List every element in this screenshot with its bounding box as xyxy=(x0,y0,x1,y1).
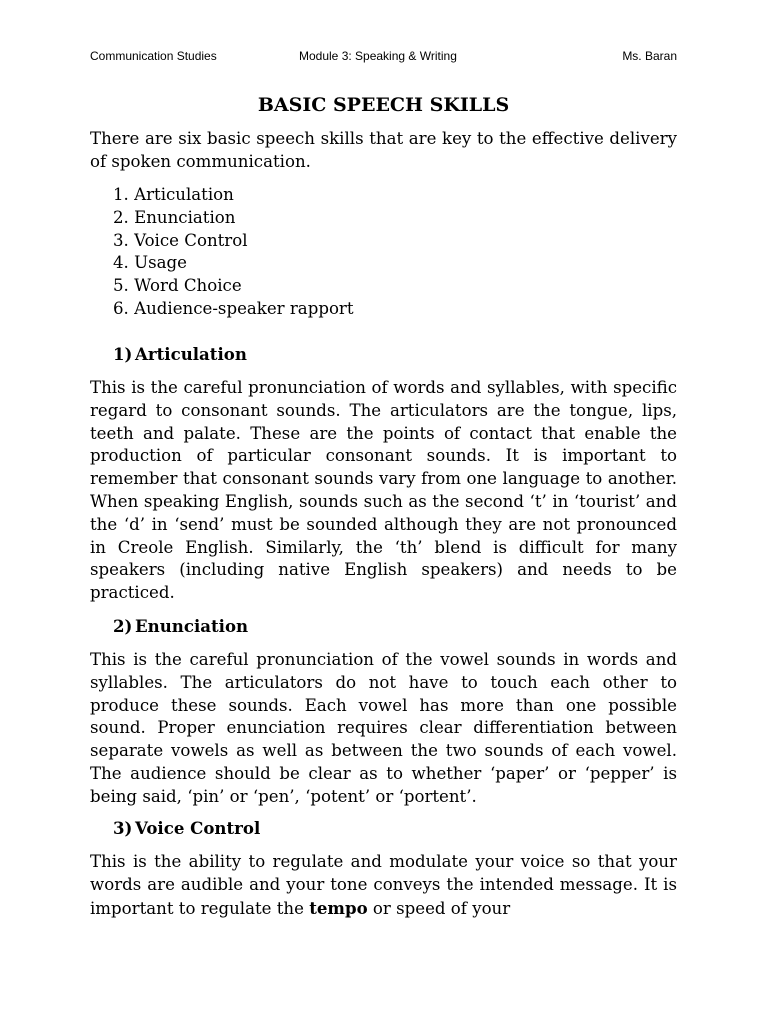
section-number: 1) xyxy=(113,344,133,364)
bold-term: tempo xyxy=(309,897,368,918)
section-heading-voice-control xyxy=(113,817,260,839)
section-title: Voice Control xyxy=(135,818,261,838)
list-item: 6. Audience-speaker rapport xyxy=(113,298,354,318)
paragraph-text: or speed of your xyxy=(367,898,511,918)
section-paragraph-articulation: This is the careful pronunciation of words and syllables, with specific regard to consonant sounds. The articulators are the tongue, lips, teeth and palate. These are the points of contact that enable the production of particular consonant sounds. It is important to remember that consonant sounds vary from one language to another. When speaking English, sounds such as the second ‘t’ in ‘tourist’ and the ‘d’ in ‘send’ must be sounded although they are not pronounced in Creole English. Similarly, the ‘th’ blend is difficult for many speakers (including native English speakers) and needs to be practiced. xyxy=(90,378,677,603)
section-number: 2) xyxy=(113,616,133,636)
list-item: 4. Usage xyxy=(113,253,187,273)
list-item: 2. Enunciation xyxy=(113,207,236,227)
skills-list xyxy=(113,184,354,321)
header-module: Module 3: Speaking & Writing xyxy=(299,49,457,63)
section-title: Articulation xyxy=(135,344,247,364)
section-paragraph-voice-control xyxy=(90,851,677,920)
section-heading-enunciation xyxy=(113,615,248,637)
list-item: 3. Voice Control xyxy=(113,230,248,250)
paragraph-text: This is the ability to regulate and modulate your voice so that your words are audible and your tone conveys the intended message. It is important to regulate the xyxy=(90,852,677,918)
section-paragraph-enunciation: This is the careful pronunciation of the vowel sounds in words and syllables. The articulators do not have to touch each other to produce these sounds. Each vowel has more than one possible sound. Proper enunciation requires clear differentiation between separate vowels as well as between the two sounds of each vowel. The audience should be clear as to whether ‘paper’ or ‘pepper’ is being said, ‘pin’ or ‘pen’, ‘potent’ or ‘portent’. xyxy=(90,650,677,806)
intro-paragraph: There are six basic speech skills that are key to the effective delivery of spoken communication. xyxy=(90,129,677,171)
section-title: Enunciation xyxy=(135,616,249,636)
document-title: BASIC SPEECH SKILLS xyxy=(257,94,510,116)
list-item: 5. Word Choice xyxy=(113,276,242,296)
header-course: Communication Studies xyxy=(90,49,217,63)
header-teacher: Ms. Baran xyxy=(622,49,677,63)
page-header xyxy=(90,47,677,65)
section-number: 3) xyxy=(113,818,133,838)
list-item: 1. Articulation xyxy=(113,185,234,204)
section-heading-articulation xyxy=(113,343,247,365)
